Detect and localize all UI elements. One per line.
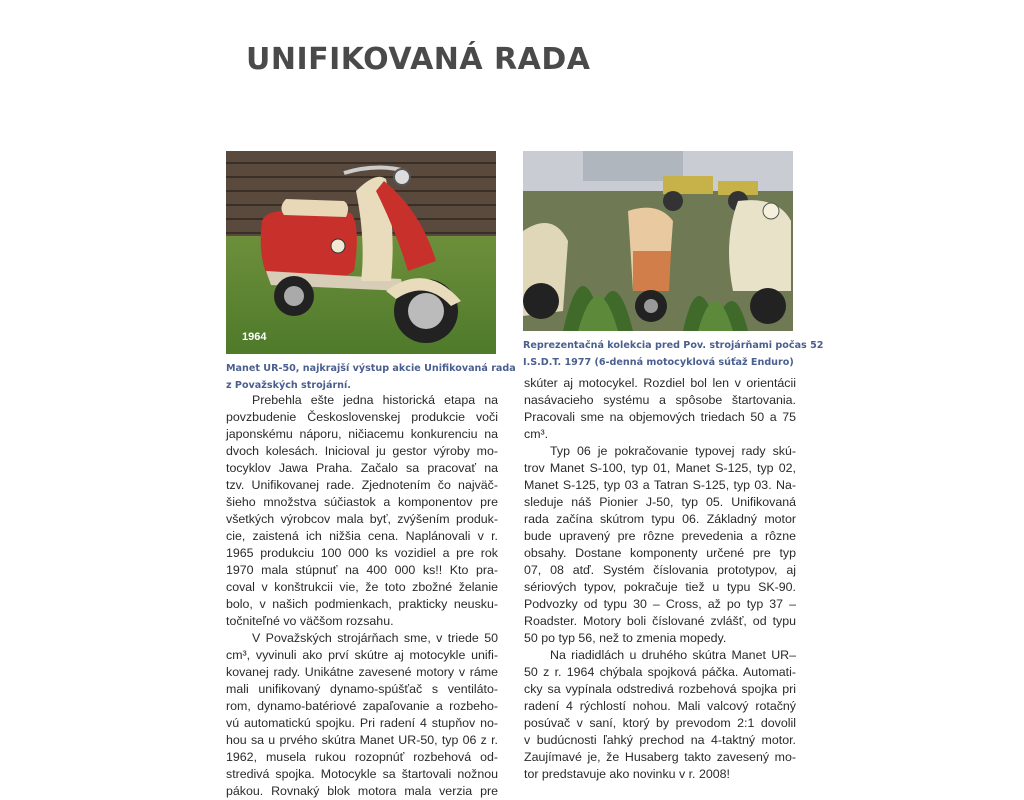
text-line: coval v konštrukcii vie, že toto zbožné želanie bbox=[226, 580, 498, 594]
page-title: UNIFIKOVANÁ RADA bbox=[246, 42, 591, 77]
text-line: Podvozky od typu 30 – Cross, až po typ 37 – bbox=[524, 597, 796, 611]
text-line: rada začína skútrom typu 06. Základný motor bbox=[524, 512, 796, 526]
photo-year-label: 1964 bbox=[242, 331, 267, 343]
text-line: sleduje náš Pionier J-50, typ 05. Unifikovaná bbox=[524, 495, 796, 509]
text-line: cky sa vypínala odstredivá rozbehová spojka pri bbox=[524, 682, 796, 696]
text-line: pákou. Rovnaký blok motora mala verzia pre bbox=[226, 784, 498, 798]
text-line: povzbudenie Československej produkcie voči bbox=[226, 410, 498, 424]
text-line: radení 4 rýchlostí nohou. Mali valcový rotačný bbox=[524, 699, 796, 713]
text-line: všetkých výrobcov mala byť, zvýšením produk- bbox=[226, 512, 498, 526]
photo-caption-2 bbox=[523, 339, 824, 373]
text-line: cm³. bbox=[524, 427, 549, 441]
text-line: posúvač v saní, ktorý by prevodom 2:1 dovolil bbox=[524, 716, 796, 730]
text-line: 07, 08 atď. Systém číslovania prototypov, aj bbox=[524, 563, 796, 577]
text-line: Na riadidlách u druhého skútra Manet UR– bbox=[550, 648, 796, 662]
text-line: šieho množstva súčiastok a komponentov pre bbox=[226, 495, 498, 509]
collection-photo bbox=[523, 151, 793, 331]
text-line: v budúcnosti ľahký prechod na 4-taktný motor. bbox=[524, 733, 796, 747]
text-column-right bbox=[524, 375, 796, 783]
text-line: 1970 mala stúpnuť na 400 000 ks!! Kto pra- bbox=[226, 563, 498, 577]
text-line: 50 po typ 56, než to zmenia mopedy. bbox=[524, 631, 727, 645]
text-line: Zaujímavé je, že Husaberg takto zavesený mo- bbox=[524, 750, 796, 764]
text-line: Roadster. Motory boli číslované zvlášť, od typu bbox=[524, 614, 796, 628]
text-line: točniteľné vo väčšom rozsahu. bbox=[226, 614, 394, 628]
text-line: trov Manet S-100, typ 01, Manet S-125, typ 02, bbox=[524, 461, 796, 475]
text-line: tor predstavuje ako novinku v r. 2008! bbox=[524, 767, 730, 781]
text-line: Prebehla ešte jedna historická etapa na bbox=[252, 393, 498, 407]
text-line: skúter aj motocykel. Rozdiel bol len v orientácii bbox=[524, 376, 796, 390]
caption-line: Reprezentačná kolekcia pred Pov. strojárňami počas 52 bbox=[523, 340, 824, 351]
text-line: kovanej rady. Unikátne zavesené motory v ráme bbox=[226, 665, 498, 679]
text-line: 1965 produkciu 100 000 ks vozidiel a pre rok bbox=[226, 546, 498, 560]
text-line: stredivá spojka. Motocykle sa štartovali nožnou bbox=[226, 767, 498, 781]
text-line: 50 z r. 1964 chýbala spojková páčka. Automati- bbox=[524, 665, 796, 679]
text-line: cm³, vyvinuli ako prví skútre aj motocykle unifi- bbox=[226, 648, 498, 662]
text-line: sériových typov, pokračuje tiež u typu SK-90. bbox=[524, 580, 796, 594]
text-line: vú automatickú spojku. Pri radení 4 stupňov no- bbox=[226, 716, 498, 730]
text-line: tocyklov Jawa Praha. Začalo sa pracovať na bbox=[226, 461, 498, 475]
text-line: obsahy. Dostane komponenty určené pre typ bbox=[524, 546, 796, 560]
caption-line: I.S.D.T. 1977 (6-denná motocyklová súťaž Enduro) bbox=[523, 357, 794, 368]
text-line: rom, dynamo-batériové zapaľovanie a rozbeho- bbox=[226, 699, 498, 713]
text-line: bude upravený pre rôzne prevedenia a rôzne bbox=[524, 529, 796, 543]
text-line: Typ 06 je pokračovanie typovej rady skú- bbox=[550, 444, 796, 458]
text-line: hou sa u prvého skútra Manet UR-50, typ 06 z r. bbox=[226, 733, 498, 747]
text-line: Manet S-125, typ 03 a Tatran S-125, typ 03. Na- bbox=[524, 478, 796, 492]
text-line: Pracovali sme na objemových triedach 50 a 75 bbox=[524, 410, 796, 424]
text-line: bolo, v našich podmienkach, prakticky neusku- bbox=[226, 597, 498, 611]
text-line: dvoch kolesách. Inicioval ju gestor výroby mo- bbox=[226, 444, 498, 458]
scooter-photo bbox=[226, 151, 496, 354]
text-line: tzv. Unifikovanej rade. Zjednotením čo najväč- bbox=[226, 478, 498, 492]
text-line: cie, zaistená ich nižšia cena. Naplánovali v r. bbox=[226, 529, 498, 543]
text-line: mali unifikovaný dynamo-spúšťač s ventiláto- bbox=[226, 682, 498, 696]
text-column-left bbox=[226, 392, 498, 800]
text-line: nasávacieho systému a spôsobe štartovania. bbox=[524, 393, 796, 407]
caption-line: z Považských strojární. bbox=[226, 380, 351, 391]
text-line: 1962, musela rukou rozopnúť rozbehová od- bbox=[226, 750, 498, 764]
text-line: japonskému náporu, ničiacemu konkurenciu na bbox=[226, 427, 498, 441]
caption-line: Manet UR-50, najkrajší výstup akcie Unifikovaná rada bbox=[226, 363, 516, 374]
text-line: V Považských strojárňach sme, v triede 50 bbox=[252, 631, 498, 645]
photo-caption-1 bbox=[226, 362, 516, 396]
